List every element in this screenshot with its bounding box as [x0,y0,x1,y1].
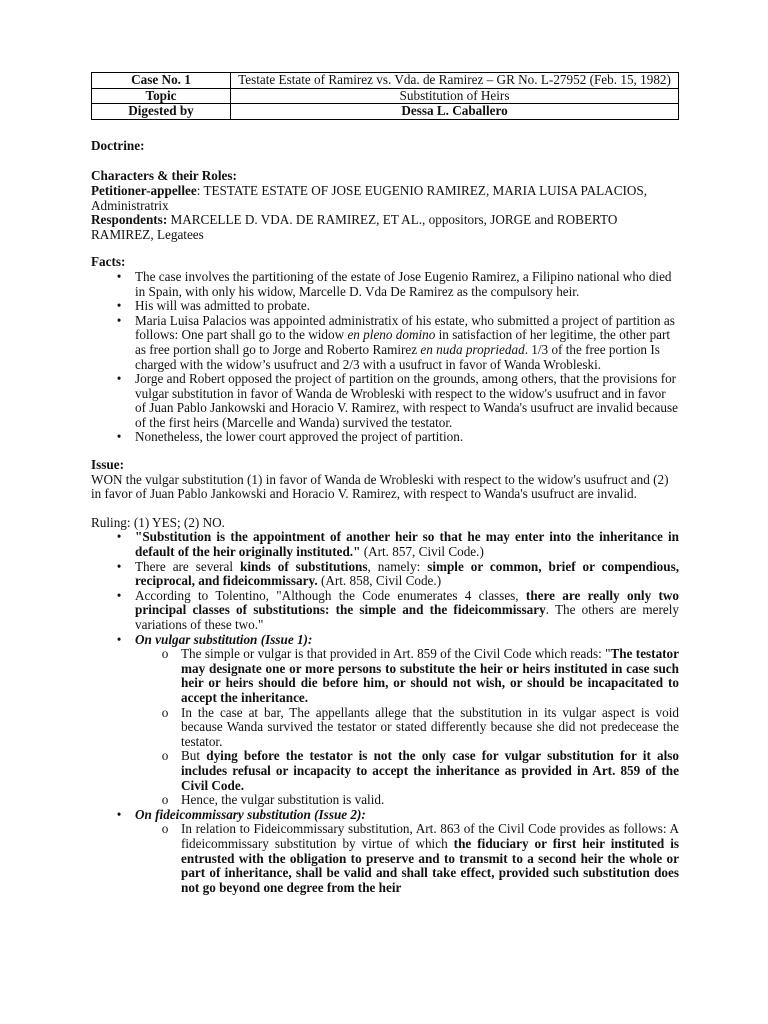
list-item [91,560,679,589]
bullet-icon: • [116,298,122,314]
fact-text: . 1/3 of the free portion Is charged with the widow’s usufruct and 2/3 with a usufruct in favor of Wanda Wrobleski. [135,341,660,372]
ruling-bold-text: the fiduciary or first heir instituted is entrusted with the obligation to preserve and to transmit to a second heir the whole or part of inheritance, shall be valid and shall take effect, provided such substitution does not go beyond one degree from the heir [181,835,679,895]
ruling-text: In the case at bar, The appellants allege that the substitution in its vulgar aspect is void because Wanda survived the testator or stated differently because she did not predecease the testator. [181,704,679,749]
list-item [91,633,679,808]
bullet-icon: • [116,312,122,328]
issue2-subheading: On fideicommissary substitution (Issue 2): [135,806,366,822]
topic-value: Substitution of Heirs [231,88,679,104]
list-item [91,749,679,793]
fact-text: in satisfaction of her legitime, the other part as free portion shall go to Jorge and Roberto Ramirez [135,327,671,357]
ruling-bold-text: kinds of substitutions [240,558,368,574]
case-header-table [91,72,679,120]
ruling-bold-text: The testator may designate one or more persons to substitute the heir or heirs instituted in case such heir or heirs should die before him, or should not wish, or should be incapacitated to accept the inheritance. [181,646,680,705]
ruling-bold-text: dying before the testator is not the only case for vulgar substitution for it also includes refusal or incapacity to accept the inheritance as provided in Art. 859 of the Civil Code. [181,748,679,793]
circle-bullet-icon: o [161,704,169,720]
fact-text: His will was admitted to probate. [135,298,311,314]
list-item [91,793,679,808]
ruling-text: But [181,748,207,764]
list-item [91,430,679,445]
digest-label: Digested by [92,104,231,120]
issue-heading: Issue: [91,457,124,473]
bullet-icon: • [116,268,122,284]
case-row [92,73,679,89]
ruling-text: The simple or vulgar is that provided in Art. 859 of the Civil Code which reads: " [181,646,611,662]
circle-bullet-icon: o [161,821,169,837]
ruling-text: . The others are merely variations of these two." [135,602,679,632]
ruling-bold-text: there are really only two principal classes of substitutions: the simple and the fideicommissary [135,587,679,618]
respondents-line [91,213,679,242]
issue1-subheading: On vulgar substitution (Issue 1): [135,631,313,647]
facts-list [91,270,679,445]
ruling-bold-text: "Substitution is the appointment of another heir so that he may enter into the inheritance in default of the heir originally instituted." [135,529,679,560]
fideicommissary-sublist [91,822,679,895]
bullet-icon: • [116,806,122,822]
bullet-icon: • [116,529,122,545]
fact-italic-term: en nuda propriedad [420,341,525,357]
list-item [91,647,679,705]
list-item [91,822,679,895]
respondents-label: Respondents: [91,212,168,228]
fact-text: The case involves the partitioning of the estate of Jose Eugenio Ramirez, a Filipino national who died in Spain, with only his widow, Marcelle D. Vda De Ramirez as the compulsory heir. [135,268,672,299]
bullet-icon: • [116,631,122,647]
list-item [91,589,679,633]
facts-heading: Facts: [91,254,126,270]
ruling-text: Hence, the vulgar substitution is valid. [181,792,385,808]
ruling-text: (Art. 858, Civil Code.) [317,573,442,589]
case-label: Case No. 1 [92,73,231,89]
petitioner-text: : TESTATE ESTATE OF JOSE EUGENIO RAMIREZ, MARIA LUISA PALACIOS, Administratrix [91,182,648,213]
list-item [91,314,679,372]
list-item [91,372,679,430]
ruling-text: (Art. 857, Civil Code.) [360,544,484,560]
list-item [91,706,679,750]
characters-heading: Characters & their Roles: [91,168,237,184]
list-item [91,808,679,896]
list-item [91,530,679,559]
fact-text: Jorge and Robert opposed the project of partition on the grounds, among others, that the provisions for vulgar substitution in favor of Wanda de Wrobleski with respect to the widow's usufruct and in favor of Juan Pablo Jankowski and Horacio V. Ramirez, with respect to Wanda's usufruct are invalid because of the first heirs (Marcelle and Wanda) survived the testator. [135,371,678,430]
bullet-icon: • [116,587,122,603]
ruling-heading: Ruling: (1) YES; (2) NO. [91,514,225,530]
bullet-icon: • [116,558,122,574]
ruling-list [91,530,679,895]
ruling-bold-text: simple or common, brief or compendious, reciprocal, and fideicommissary. [135,558,679,589]
doctrine-heading: Doctrine: [91,137,145,153]
case-title: Testate Estate of Ramirez vs. Vda. de Ramirez – GR No. L-27952 (Feb. 15, 1982) [231,73,679,89]
ruling-text: In relation to Fideicommissary substitution, Art. 863 of the Civil Code provides as follows: A fideicommissary substitution by virtue of which [181,821,679,851]
list-item [91,299,679,314]
issue-text: WON the vulgar substitution (1) in favor of Wanda de Wrobleski with respect to the widow's usufruct and (2) in favor of Juan Pablo Jankowski and Horacio V. Ramirez, with respect to Wanda's usufruct are invalid. [91,471,669,502]
respondents-text: MARCELLE D. VDA. DE RAMIREZ, ET AL., oppositors, JORGE and ROBERTO RAMIREZ, Legatees [91,212,618,242]
ruling-text: , namely: [367,558,428,574]
petitioner-line [91,184,679,213]
fact-text: Nonetheless, the lower court approved the project of partition. [135,429,464,445]
digest-row [92,104,679,120]
list-item [91,270,679,299]
circle-bullet-icon: o [161,748,169,764]
bullet-icon: • [116,371,122,387]
bullet-icon: • [116,429,122,445]
topic-row [92,88,679,104]
ruling-text: There are several [135,558,241,574]
document-page [91,72,679,895]
circle-bullet-icon: o [161,792,169,808]
ruling-text: According to Tolentino, "Although the Code enumerates 4 classes, [135,587,526,603]
vulgar-sublist [91,647,679,808]
fact-text: Maria Luisa Palacios was appointed administratix of his estate, who submitted a project of partition as follows: One part shall go to the widow [135,312,675,343]
petitioner-label: Petitioner-appellee [91,182,197,198]
digest-author: Dessa L. Caballero [231,104,679,120]
circle-bullet-icon: o [161,646,169,662]
topic-label: Topic [92,88,231,104]
fact-italic-term: en pleno domino [347,327,436,343]
